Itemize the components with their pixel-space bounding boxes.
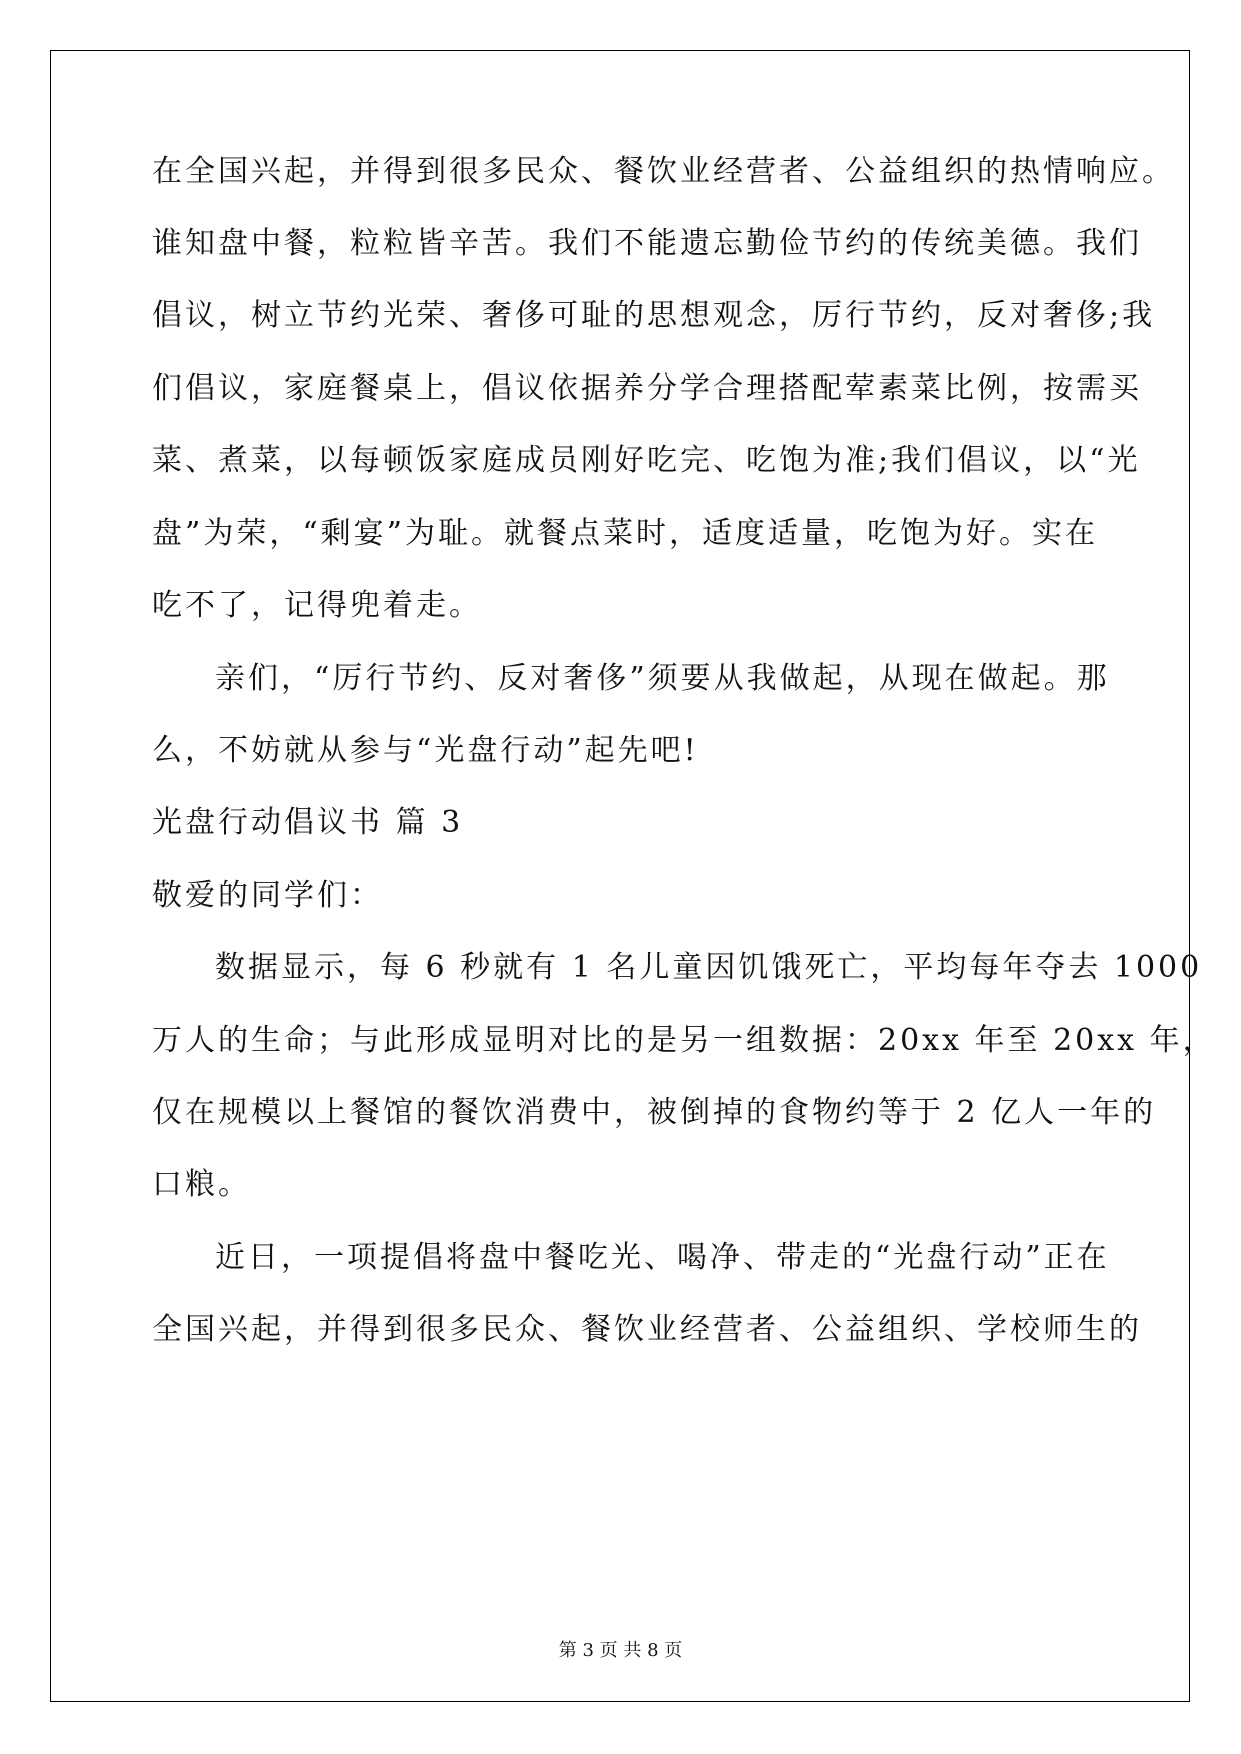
body-line: 在全国兴起，并得到很多民众、餐饮业经营者、公益组织的热情响应。 xyxy=(152,154,1175,189)
body-line: 们倡议，家庭餐桌上，倡议依据养分学合理搭配荤素菜比例，按需买 xyxy=(152,371,1142,406)
body-line: 菜、煮菜，以每顿饭家庭成员刚好吃完、吃饱为准;我们倡议，以“光 xyxy=(152,443,1141,478)
body-line: 万人的生命；与此形成显明对比的是另一组数据：20xx 年至 20xx 年， xyxy=(152,1023,1216,1058)
paragraph-first-line: 数据显示，每 6 秒就有 1 名儿童因饥饿死亡，平均每年夺去 1000 xyxy=(215,950,1203,985)
body-line: 倡议，树立节约光荣、奢侈可耻的思想观念，厉行节约，反对奢侈;我 xyxy=(152,298,1156,333)
paragraph-first-line: 亲们，“厉行节约、反对奢侈”须要从我做起，从现在做起。那 xyxy=(215,661,1110,696)
body-line: 吃不了，记得兜着走。 xyxy=(152,588,482,623)
body-line: 谁知盘中餐，粒粒皆辛苦。我们不能遗忘勤俭节约的传统美德。我们 xyxy=(152,226,1142,261)
section-heading: 光盘行动倡议书 篇 3 xyxy=(152,805,464,840)
page-number-footer: 第 3 页 共 8 页 xyxy=(558,1640,683,1661)
body-line: 盘”为荣，“剩宴”为耻。就餐点菜时，适度适量，吃饱为好。实在 xyxy=(152,516,1099,551)
body-line: 仅在规模以上餐馆的餐饮消费中，被倒掉的食物约等于 2 亿人一年的 xyxy=(152,1095,1157,1130)
salutation: 敬爱的同学们： xyxy=(152,878,383,913)
body-line: 口粮。 xyxy=(152,1167,251,1202)
paragraph-first-line: 近日，一项提倡将盘中餐吃光、喝净、带走的“光盘行动”正在 xyxy=(215,1240,1110,1275)
body-line: 全国兴起，并得到很多民众、餐饮业经营者、公益组织、学校师生的 xyxy=(152,1312,1142,1347)
body-line: 么，不妨就从参与“光盘行动”起先吧! xyxy=(152,733,699,768)
